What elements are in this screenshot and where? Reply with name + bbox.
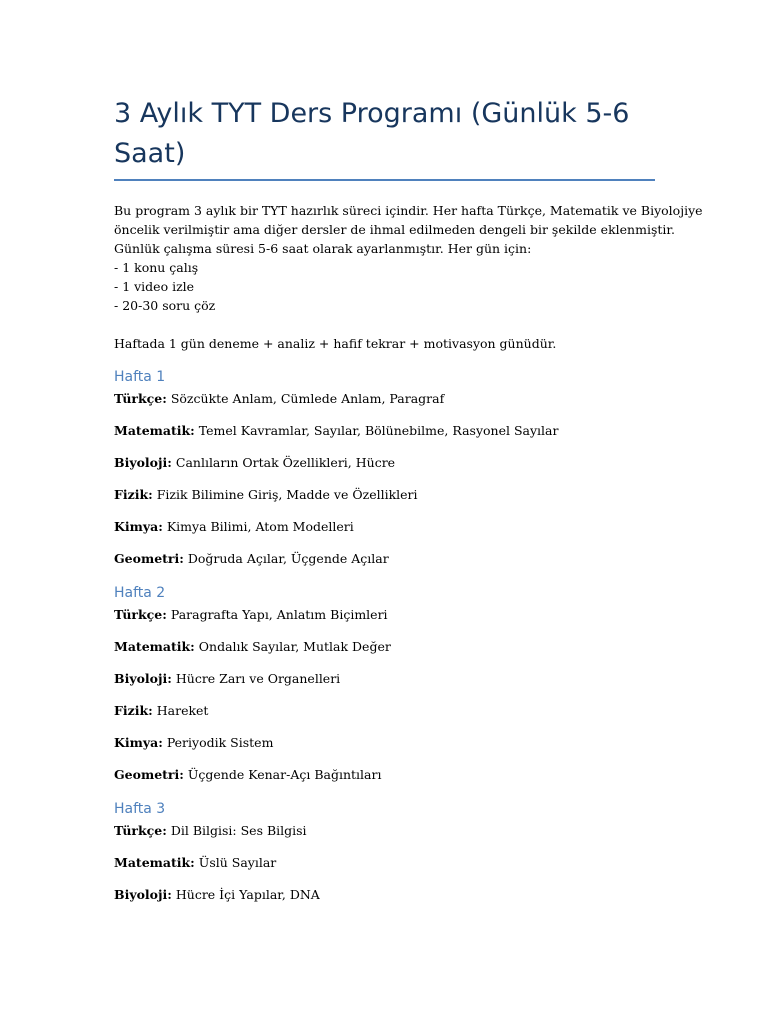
schedule-entry	[114, 422, 558, 440]
topic-text: Hücre İçi Yapılar, DNA	[175, 887, 320, 902]
subject-label: Matematik:	[114, 639, 195, 654]
subject-label: Kimya:	[114, 735, 163, 750]
subject-label: Matematik:	[114, 855, 195, 870]
subject-label: Fizik:	[114, 487, 153, 502]
document-title: 3 Aylık TYT Ders Programı (Günlük 5-6 Saat)	[114, 98, 630, 169]
intro-paragraph	[114, 201, 703, 315]
topic-text: Periyodik Sistem	[166, 735, 274, 750]
subject-label: Geometri:	[114, 767, 184, 782]
title-underline	[114, 179, 655, 181]
schedule-entry	[114, 518, 354, 536]
topic-text: Dil Bilgisi: Ses Bilgisi	[170, 823, 307, 838]
topic-text: Sözcükte Anlam, Cümlede Anlam, Paragraf	[170, 391, 445, 406]
topic-text: Temel Kavramlar, Sayılar, Bölünebilme, Rasyonel Sayılar	[198, 423, 559, 438]
intro-line: - 1 video izle	[114, 279, 195, 294]
topic-text: Kimya Bilimi, Atom Modelleri	[166, 519, 354, 534]
subject-label: Türkçe:	[114, 607, 167, 622]
topic-text: Üslü Sayılar	[198, 855, 277, 870]
schedule-entry	[114, 606, 388, 624]
subject-label: Biyoloji:	[114, 671, 172, 686]
subject-label: Fizik:	[114, 703, 153, 718]
schedule-entry	[114, 766, 381, 784]
intro-line: Günlük çalışma süresi 5-6 saat olarak ayarlanmıştır. Her gün için:	[114, 241, 532, 256]
topic-text: Ondalık Sayılar, Mutlak Değer	[198, 639, 391, 654]
schedule-entry	[114, 638, 391, 656]
schedule-entry	[114, 390, 444, 408]
topic-text: Canlıların Ortak Özellikleri, Hücre	[175, 455, 396, 470]
subject-label: Biyoloji:	[114, 455, 172, 470]
intro-line: Bu program 3 aylık bir TYT hazırlık süreci içindir. Her hafta Türkçe, Matematik ve Biyolojiye	[114, 203, 703, 218]
schedule-entry	[114, 670, 340, 688]
topic-text: Hareket	[156, 703, 209, 718]
schedule-entry	[114, 454, 395, 472]
week-heading: Hafta 3	[114, 801, 166, 817]
subject-label: Kimya:	[114, 519, 163, 534]
topic-text: Doğruda Açılar, Üçgende Açılar	[187, 551, 389, 566]
subject-label: Matematik:	[114, 423, 195, 438]
topic-text: Paragrafta Yapı, Anlatım Biçimleri	[170, 607, 388, 622]
schedule-entry	[114, 702, 208, 720]
intro-line: - 20-30 soru çöz	[114, 298, 216, 313]
topic-text: Hücre Zarı ve Organelleri	[175, 671, 341, 686]
schedule-entry	[114, 550, 389, 568]
topic-text: Fizik Bilimine Giriş, Madde ve Özellikleri	[156, 487, 418, 502]
week-heading: Hafta 2	[114, 585, 166, 601]
schedule-entry	[114, 486, 418, 504]
subject-label: Geometri:	[114, 551, 184, 566]
schedule-entry	[114, 886, 320, 904]
intro-line: - 1 konu çalış	[114, 260, 199, 275]
subject-label: Türkçe:	[114, 823, 167, 838]
subject-label: Türkçe:	[114, 391, 167, 406]
extra-note: Haftada 1 gün deneme + analiz + hafif tekrar + motivasyon günüdür.	[114, 336, 557, 351]
subject-label: Biyoloji:	[114, 887, 172, 902]
schedule-entry	[114, 854, 276, 872]
schedule-entry	[114, 822, 307, 840]
schedule-entry	[114, 734, 273, 752]
topic-text: Üçgende Kenar-Açı Bağıntıları	[187, 767, 382, 782]
intro-line: öncelik verilmiştir ama diğer dersler de ihmal edilmeden dengeli bir şekilde eklenmiştir.	[114, 222, 675, 237]
week-heading: Hafta 1	[114, 369, 166, 385]
